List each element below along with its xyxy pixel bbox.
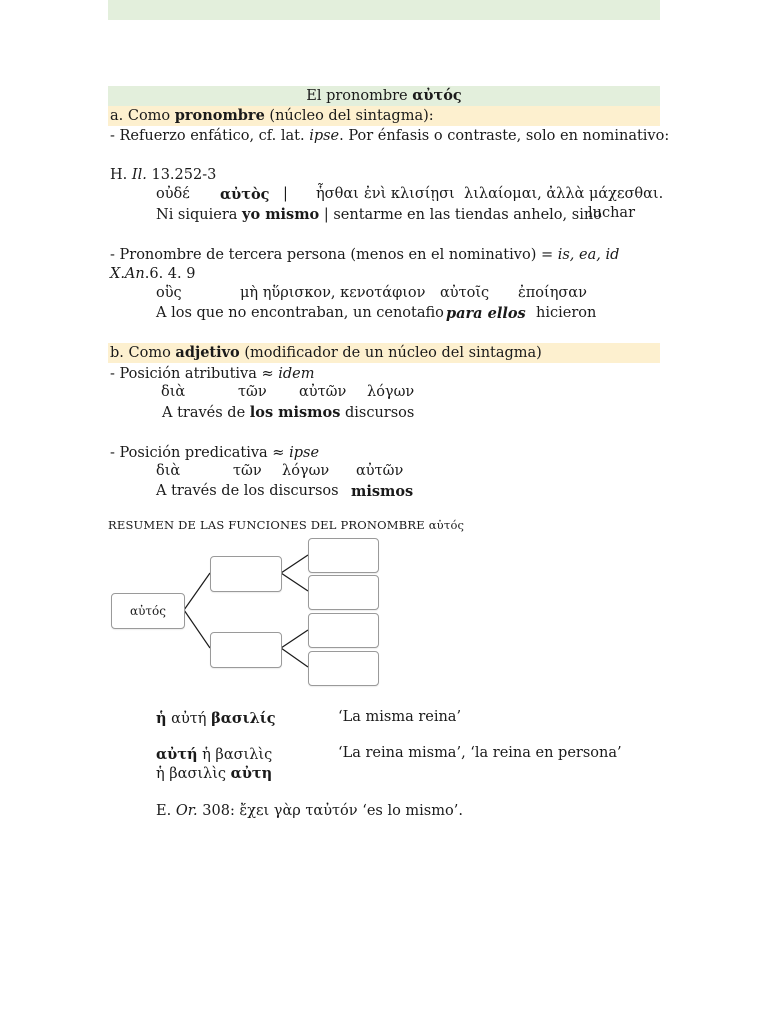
- homer-reference: H. Il. 13.252-3: [110, 167, 217, 183]
- xen-greek-word: ἐποίησαν: [518, 285, 587, 301]
- diagram-box: [308, 575, 379, 610]
- connector-line: [281, 648, 308, 667]
- diagram-box: [308, 613, 379, 648]
- xen-translation-emph: para ellos: [446, 305, 526, 322]
- example-2: αὐτή ἡ βασιλὶς: [156, 746, 273, 763]
- diagram-box: [210, 632, 282, 668]
- diagram-box: [210, 556, 282, 592]
- xen-greek-word: αὐτοῖς: [440, 285, 490, 301]
- homer-greek-word: |: [283, 186, 288, 202]
- diagram-box: [308, 651, 379, 686]
- connector-line: [281, 630, 308, 648]
- page-title: El pronombre αὐτός: [306, 87, 462, 104]
- connector-line: [281, 555, 308, 573]
- atributiva-line: - Posición atributiva ≈ idem: [110, 366, 315, 382]
- atrib-greek-word: τῶν: [238, 384, 267, 400]
- example-1: ἡ αὐτή βασιλίς: [156, 710, 276, 727]
- resumen-heading: RESUMEN DE LAS FUNCIONES DEL PRONOMBRE αὐτός: [108, 518, 465, 532]
- refuerzo-line: - Refuerzo enfático, cf. lat. ipse. Por énfasis o contraste, solo en nominativo:: [110, 128, 670, 144]
- example-4: E. Or. 308: ἔχει γὰρ ταὐτόν ‘es lo mismo’.: [156, 803, 463, 819]
- example-2-gloss: ‘La reina misma’, ‘la reina en persona’: [338, 745, 622, 761]
- atrib-greek-word: λόγων: [367, 384, 415, 400]
- xen-translation-end: hicieron: [536, 305, 597, 321]
- xen-translation: A los que no encontraban, un cenotafio: [156, 305, 444, 321]
- diagram-root-box: αὐτός: [111, 593, 185, 629]
- homer-greek-word: ἐνὶ κλισίῃσι: [364, 186, 455, 202]
- homer-translation: Ni siquiera yo mismo | sentarme en las tiendas anhelo, sino: [156, 206, 602, 223]
- example-3: ἡ βασιλὶς αὐτη: [156, 765, 273, 782]
- homer-greek-word: ἧσθαι: [316, 186, 359, 202]
- connector-line: [281, 573, 308, 591]
- homer-translation-end: luchar: [588, 205, 636, 221]
- homer-greek-word: λιλαίομαι, ἀλλὰ μάχεσθαι.: [464, 186, 664, 202]
- homer-greek-word: αὐτὸς: [220, 186, 270, 203]
- diagram-box: [308, 538, 379, 573]
- atrib-translation: A través de los mismos discursos: [162, 404, 415, 421]
- pred-greek-word: λόγων: [282, 463, 330, 479]
- connector-line: [184, 573, 210, 610]
- xen-greek-word: οὓς: [156, 285, 182, 301]
- pred-greek-word: τῶν: [233, 463, 262, 479]
- example-1-gloss: ‘La misma reina’: [338, 709, 462, 725]
- homer-greek-word: οὐδέ: [156, 186, 190, 202]
- pred-translation: A través de los discursos: [156, 483, 339, 499]
- tercera-persona-line: - Pronombre de tercera persona (menos en el nominativo) = is, ea, id: [110, 247, 620, 263]
- section-b-heading: b. Como adjetivo (modificador de un núcleo del sintagma): [110, 344, 542, 361]
- pred-translation-emph: mismos: [351, 483, 414, 500]
- atrib-greek-word: αὐτῶν: [299, 384, 347, 400]
- connector-line: [184, 610, 210, 648]
- atrib-greek-word: διὰ: [161, 384, 186, 400]
- section-a-heading: a. Como pronombre (núcleo del sintagma):: [110, 107, 434, 124]
- pred-greek-word: αὐτῶν: [356, 463, 404, 479]
- xen-greek-word: μὴ ηὕρισκον, κενοτάφιον: [240, 285, 426, 301]
- predicativa-line: - Posición predicativa ≈ ipse: [110, 445, 320, 461]
- xenophon-reference: X.An.6. 4. 9: [110, 266, 196, 282]
- pred-greek-word: διὰ: [156, 463, 181, 479]
